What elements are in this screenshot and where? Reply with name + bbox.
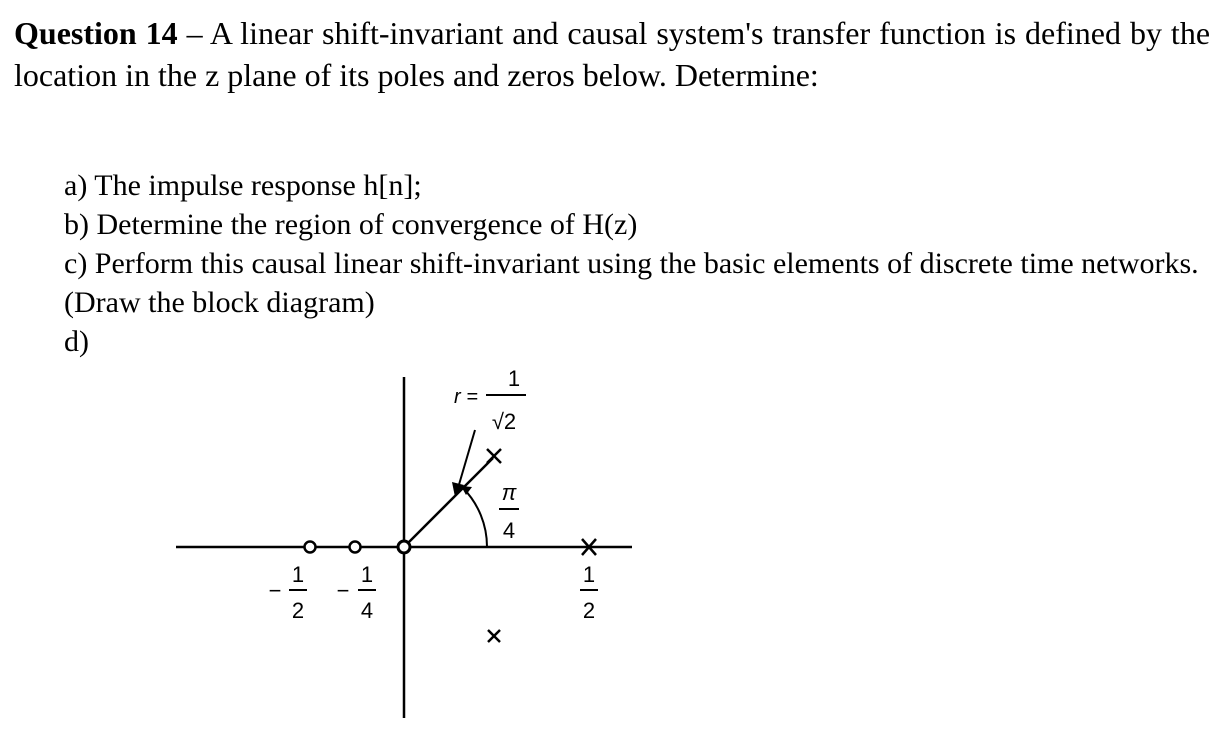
part-b: b) Determine the region of convergence of H(z) — [64, 208, 638, 241]
zero-label-half-sign: − — [268, 578, 282, 603]
radius-label-prefix: r = — [454, 386, 478, 408]
zero-minus-half — [305, 542, 316, 553]
zero-minus-quarter — [350, 542, 361, 553]
pole-label-numerator: 1 — [582, 562, 596, 587]
radius-line — [404, 458, 493, 547]
pole-label-denominator: 2 — [582, 598, 596, 623]
angle-label-numerator: π — [501, 480, 517, 505]
question-dash: – — [177, 15, 210, 51]
zero-origin — [398, 541, 410, 553]
pole-lower — [488, 630, 500, 642]
question-number: Question 14 — [14, 15, 178, 51]
angle-arc-arrowhead — [461, 486, 472, 495]
part-d: d) — [64, 325, 89, 358]
zero-label-half-denominator: 2 — [291, 598, 305, 623]
question-prompt: A linear shift-invariant and causal system's transfer function is defined by the location in the z plane of its poles and zeros below. Determine: — [14, 15, 1211, 93]
zero-label-half-numerator: 1 — [291, 562, 305, 587]
pole-upper — [487, 449, 501, 463]
angle-label-denominator: 4 — [502, 518, 516, 543]
zero-label-quarter-denominator: 4 — [360, 598, 374, 623]
part-a: a) The impulse response h[n]; — [64, 169, 422, 202]
radius-label-denominator: √2 — [491, 409, 517, 434]
zero-label-quarter-numerator: 1 — [360, 562, 374, 587]
zero-label-quarter-sign: − — [336, 578, 350, 603]
radius-label-numerator: 1 — [507, 366, 521, 391]
angle-arc — [463, 488, 487, 547]
part-c: c) Perform this causal linear shift-invariant using the basic elements of discrete time networks.(Draw the block diagram) — [64, 247, 1199, 319]
